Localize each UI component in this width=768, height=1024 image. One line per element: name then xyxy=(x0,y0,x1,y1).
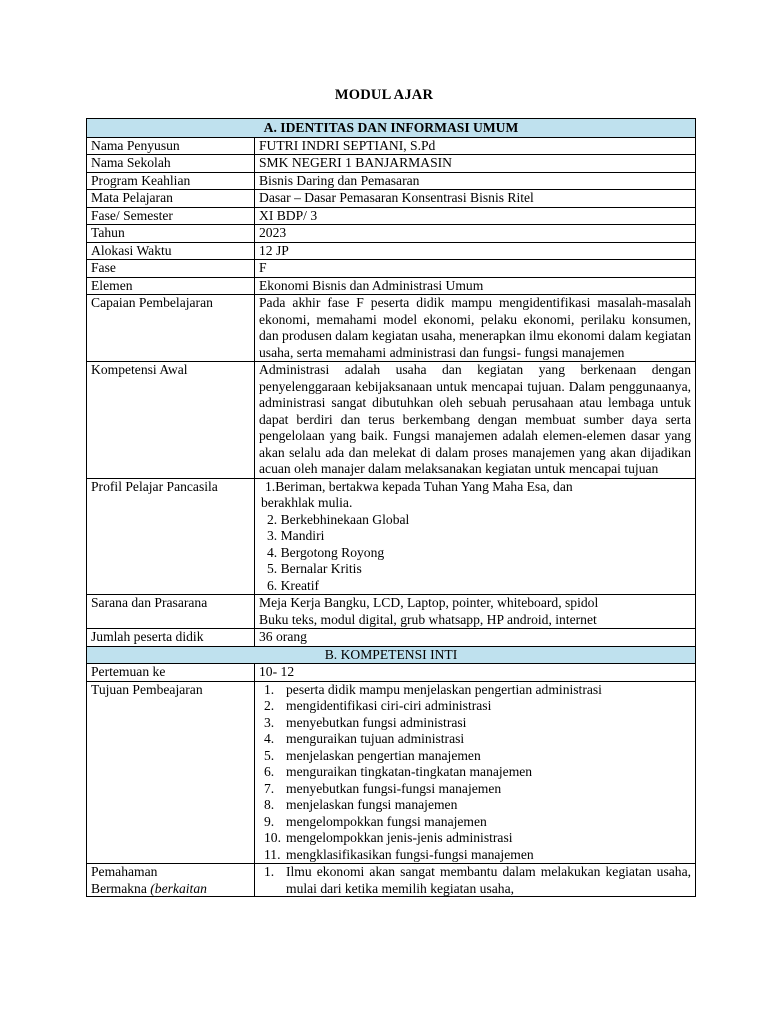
value-capaian-pembelajaran: Pada akhir fase F peserta didik mampu mengidentifikasi masalah-masalah ekonomi, memahami model ekonomi, pelaku ekonomi, perilaku konsumen, dan produsen dalam kegiatan usaha, menerapkan ilmu ekonomi dalam kegiatan usaha, serta memahami administrasi dan fungsi- fungsi manajemen xyxy=(255,295,696,362)
label-program-keahlian: Program Keahlian xyxy=(87,172,255,190)
row-elemen xyxy=(87,277,696,295)
pemahaman-label-italic: (berkaitan xyxy=(150,880,207,896)
row-sarana-prasarana xyxy=(87,595,696,629)
profil-item-1: 1.Beriman, bertakwa kepada Tuhan Yang Maha Esa, dan xyxy=(265,478,573,494)
list-item-number: 1. xyxy=(264,864,275,879)
row-jumlah-peserta xyxy=(87,629,696,647)
sarana-line-1: Meja Kerja Bangku, LCD, Laptop, pointer, whiteboard, spidol xyxy=(259,595,599,610)
row-pemahaman-bermakna xyxy=(87,864,696,897)
value-nama-penyusun: FUTRI INDRI SEPTIANI, S.Pd xyxy=(255,137,696,155)
label-kompetensi-awal: Kompetensi Awal xyxy=(87,362,255,479)
section-a-header: A. IDENTITAS DAN INFORMASI UMUM xyxy=(87,119,696,138)
value-program-keahlian: Bisnis Daring dan Pemasaran xyxy=(255,172,696,190)
row-pertemuan xyxy=(87,664,696,682)
list-item-text: menjelaskan pengertian manajemen xyxy=(286,747,481,763)
list-item-number: 6. xyxy=(264,764,275,779)
row-tahun xyxy=(87,225,696,243)
pemahaman-label-line2: Bermakna xyxy=(91,880,147,896)
section-a-header-row xyxy=(87,119,696,138)
list-item-text: mengidentifikasi ciri-ciri administrasi xyxy=(286,698,492,713)
label-pemahaman-bermakna xyxy=(87,864,255,897)
value-pemahaman-bermakna xyxy=(255,864,696,897)
profil-item-4: 4. Bergotong Royong xyxy=(267,544,385,560)
row-nama-sekolah xyxy=(87,155,696,173)
list-item xyxy=(259,748,691,765)
document-title: MODUL AJAR xyxy=(334,87,434,103)
list-item xyxy=(259,797,691,814)
list-item xyxy=(259,764,691,781)
list-item-number: 4. xyxy=(264,731,275,746)
list-item xyxy=(259,715,691,732)
list-item-number: 11. xyxy=(264,846,281,862)
list-item xyxy=(259,698,691,715)
value-nama-sekolah: SMK NEGERI 1 BANJARMASIN xyxy=(255,155,696,173)
list-item xyxy=(259,864,691,896)
row-fase xyxy=(87,260,696,278)
value-sarana-prasarana xyxy=(255,595,696,629)
list-item xyxy=(259,731,691,748)
list-item-text: mengelompokkan fungsi manajemen xyxy=(286,813,487,829)
label-alokasi-waktu: Alokasi Waktu xyxy=(87,242,255,260)
value-fase-semester: XI BDP/ 3 xyxy=(255,207,696,225)
value-fase: F xyxy=(255,260,696,278)
list-item-text: Ilmu ekonomi akan sangat membantu dalam melakukan kegiatan usaha, mulai dari ketika memilih kegiatan usaha, xyxy=(286,864,691,896)
list-item xyxy=(259,847,691,864)
list-item-number: 9. xyxy=(264,813,275,829)
section-b-header-row xyxy=(87,646,696,664)
profil-item-6: 6. Kreatif xyxy=(267,577,320,593)
list-item-text: menguraikan tujuan administrasi xyxy=(286,731,465,746)
label-mata-pelajaran: Mata Pelajaran xyxy=(87,190,255,208)
list-item xyxy=(259,682,691,699)
list-item-text: mengklasifikasikan fungsi-fungsi manajemen xyxy=(286,846,534,862)
label-fase-semester: Fase/ Semester xyxy=(87,207,255,225)
value-pertemuan: 10- 12 xyxy=(255,664,696,682)
row-profil-pelajar xyxy=(87,478,696,595)
list-item-number: 2. xyxy=(264,698,275,713)
list-item-text: menjelaskan fungsi manajemen xyxy=(286,797,458,812)
label-elemen: Elemen xyxy=(87,277,255,295)
list-item-text: peserta didik mampu menjelaskan pengertian administrasi xyxy=(286,681,602,697)
list-item-text: menyebutkan fungsi-fungsi manajemen xyxy=(286,780,502,796)
sarana-line-2: Buku teks, modul digital, grub whatsapp, HP android, internet xyxy=(259,611,597,627)
value-alokasi-waktu: 12 JP xyxy=(255,242,696,260)
row-mata-pelajaran xyxy=(87,190,696,208)
value-tujuan-pembelajaran xyxy=(255,681,696,864)
list-item-number: 8. xyxy=(264,797,275,812)
list-item-number: 7. xyxy=(264,780,275,796)
tujuan-list xyxy=(259,682,691,864)
label-nama-sekolah: Nama Sekolah xyxy=(87,155,255,173)
list-item xyxy=(259,814,691,831)
value-jumlah-peserta: 36 orang xyxy=(255,629,696,647)
list-item-number: 3. xyxy=(264,714,275,730)
list-item-text: menguraikan tingkatan-tingkatan manajemen xyxy=(286,764,533,779)
list-item-text: menyebutkan fungsi administrasi xyxy=(286,714,467,730)
label-sarana-prasarana: Sarana dan Prasarana xyxy=(87,595,255,629)
row-fase-semester xyxy=(87,207,696,225)
value-tahun: 2023 xyxy=(255,225,696,243)
value-elemen: Ekonomi Bisnis dan Administrasi Umum xyxy=(255,277,696,295)
pemahaman-label-line1: Pemahaman xyxy=(91,864,158,879)
row-capaian-pembelajaran xyxy=(87,295,696,362)
list-item-number: 5. xyxy=(264,747,275,763)
label-tujuan-pembelajaran: Tujuan Pembeajaran xyxy=(87,681,255,864)
row-kompetensi-awal xyxy=(87,362,696,479)
value-profil-pelajar xyxy=(255,478,696,595)
section-b-header: B. KOMPETENSI INTI xyxy=(87,646,696,664)
row-alokasi-waktu xyxy=(87,242,696,260)
label-jumlah-peserta: Jumlah peserta didik xyxy=(87,629,255,647)
label-profil-pelajar: Profil Pelajar Pancasila xyxy=(87,478,255,595)
label-tahun: Tahun xyxy=(87,225,255,243)
label-fase: Fase xyxy=(87,260,255,278)
label-pertemuan: Pertemuan ke xyxy=(87,664,255,682)
row-tujuan-pembelajaran xyxy=(87,681,696,864)
row-program-keahlian xyxy=(87,172,696,190)
profil-item-5: 5. Bernalar Kritis xyxy=(267,561,362,576)
label-capaian-pembelajaran: Capaian Pembelajaran xyxy=(87,295,255,362)
list-item-number: 10. xyxy=(264,830,281,845)
row-nama-penyusun xyxy=(87,137,696,155)
profil-item-1-wrap: berakhlak mulia. xyxy=(261,495,353,510)
modul-table xyxy=(86,118,696,897)
profil-item-3: 3. Mandiri xyxy=(267,528,325,543)
value-kompetensi-awal: Administrasi adalah usaha dan kegiatan yang berkenaan dengan penyelenggaraan kebijaksanaan untuk mencapai tujuan. Dalam penggunaanya, administrasi sangat dibutuhkan oleh sebuah perusahaan atau lembaga untuk dapat berdiri dan terus berkembang dengan membuat sumber daya serta pengelolaan yang baik. Fungsi manajemen adalah elemen-elemen dasar yang akan selalu ada dan melekat di dalam proses manajemen yang akan dijadikan acuan oleh manajer dalam melaksanakan kegiatan untuk mencapai tujuan xyxy=(255,362,696,479)
value-mata-pelajaran: Dasar – Dasar Pemasaran Konsentrasi Bisnis Ritel xyxy=(255,190,696,208)
profil-item-2: 2. Berkebhinekaan Global xyxy=(267,511,410,527)
pemahaman-list xyxy=(259,864,691,896)
label-nama-penyusun: Nama Penyusun xyxy=(87,137,255,155)
list-item-number: 1. xyxy=(264,681,275,697)
list-item-text: mengelompokkan jenis-jenis administrasi xyxy=(286,830,513,845)
list-item xyxy=(259,830,691,847)
list-item xyxy=(259,781,691,798)
